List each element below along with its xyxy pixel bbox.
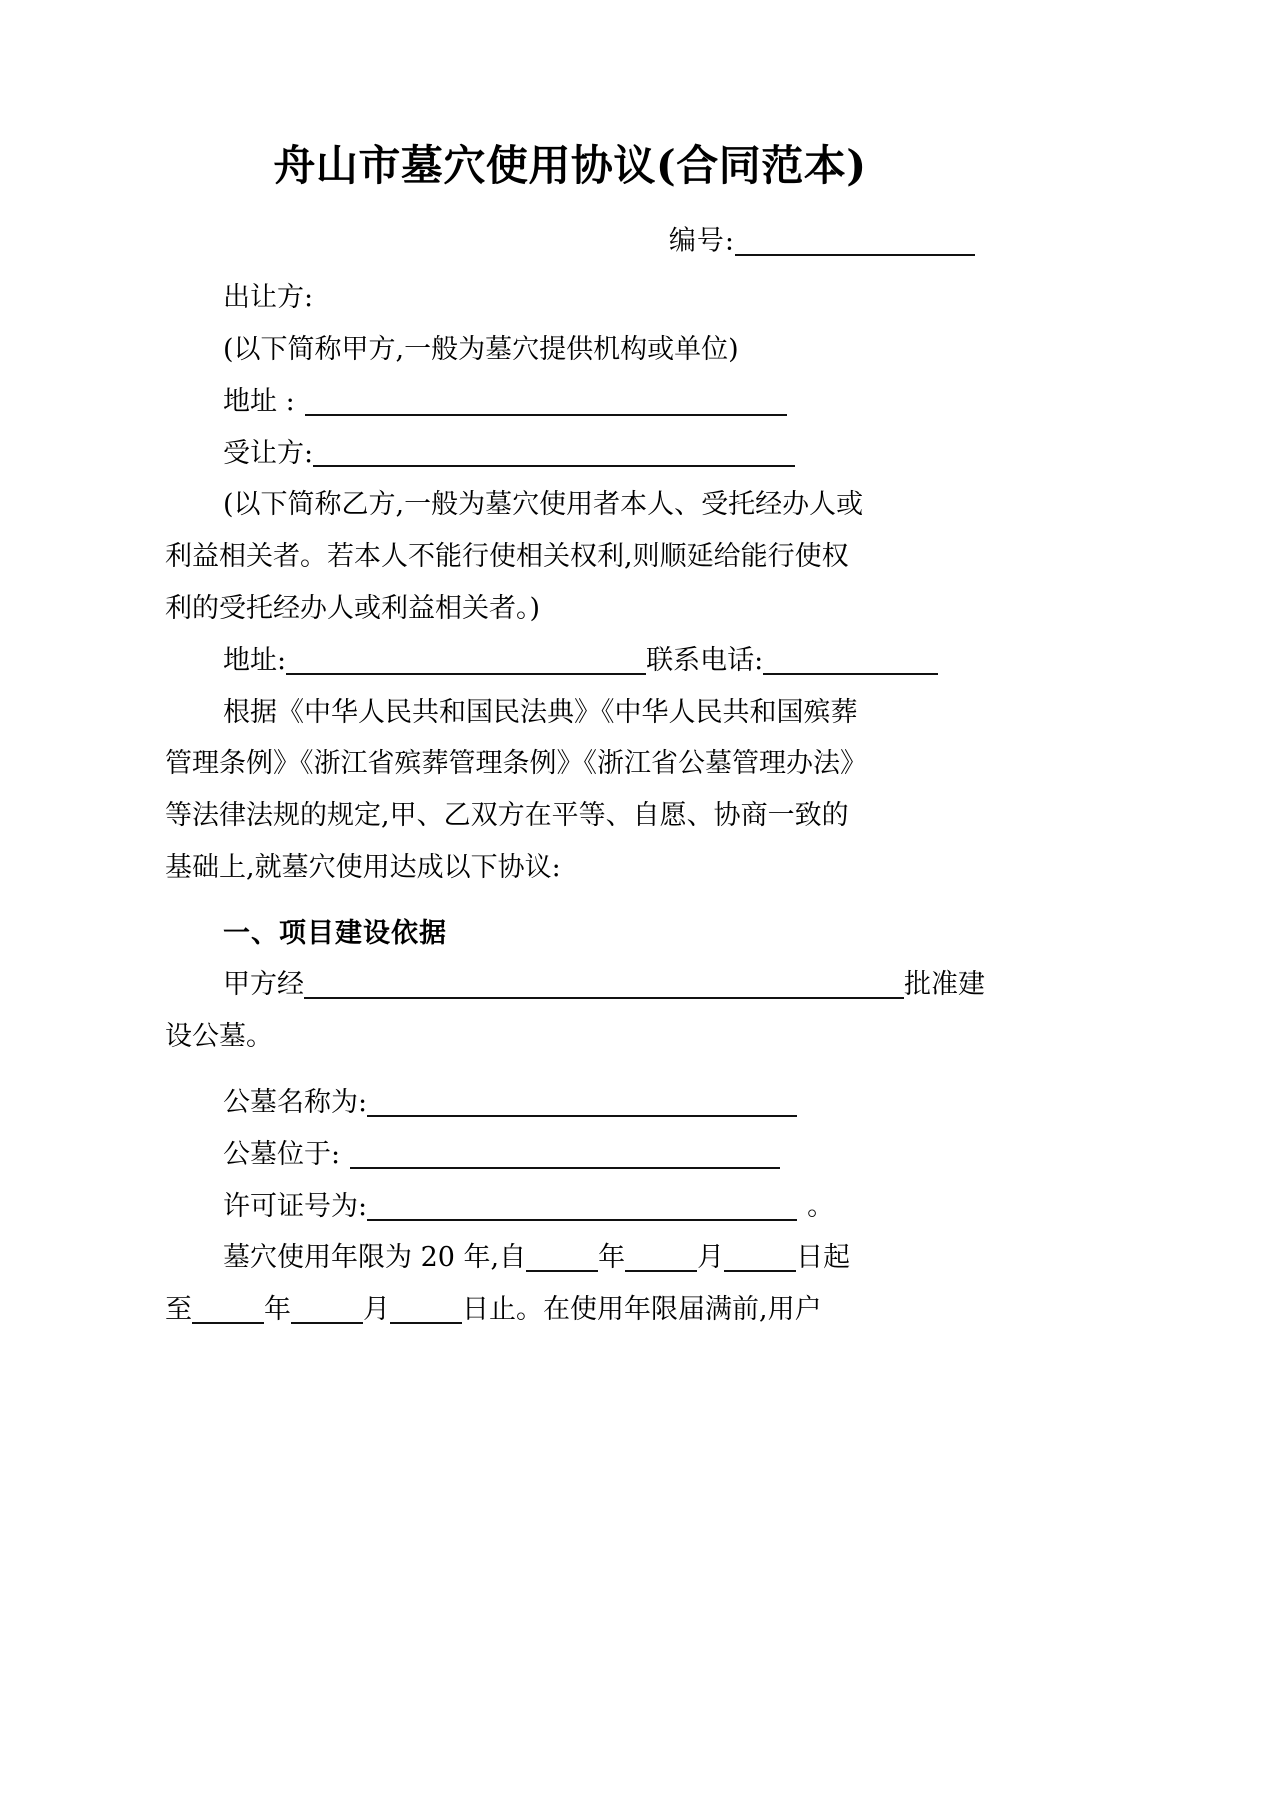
cemetery-location-row — [165, 1129, 975, 1181]
serial-number-blank[interactable] — [735, 225, 975, 255]
transferor-address-row — [165, 376, 975, 428]
preamble-text-3: 等法律法规的规定,甲、乙双方在平等、自愿、协商一致的 — [165, 800, 849, 832]
cemetery-name-row — [165, 1077, 975, 1129]
serial-number-row — [165, 225, 975, 258]
term-end-year-unit: 年 — [264, 1294, 291, 1326]
transferor-row — [165, 272, 975, 324]
preamble-text-4: 基础上,就墓穴使用达成以下协议: — [165, 852, 561, 884]
preamble-line-1 — [165, 687, 975, 739]
term-end-month-unit: 月 — [363, 1294, 390, 1326]
term-row-1 — [165, 1232, 975, 1284]
term-end-year-blank[interactable] — [192, 1294, 264, 1324]
approval-authority-blank[interactable] — [304, 969, 904, 999]
approval-row — [165, 959, 985, 1011]
transferee-note-2: 利益相关者。若本人不能行使相关权利,则顺延给能行使权 — [165, 541, 849, 573]
term-year-unit: 年 — [598, 1242, 626, 1274]
term-prefix: 墓穴使用年限为 20 年,自 — [223, 1242, 527, 1274]
cemetery-name-label: 公墓名称为: — [223, 1086, 368, 1118]
approval-suffix: 批准建 — [904, 969, 985, 1001]
license-number-blank[interactable] — [367, 1190, 797, 1220]
preamble-line-3 — [165, 790, 975, 842]
page-title: 舟山市墓穴使用协议(合同范本) — [273, 141, 867, 190]
section-heading-one: 一、项目建设依据 — [223, 917, 447, 949]
term-month-unit: 月 — [697, 1242, 725, 1274]
cemetery-name-blank[interactable] — [367, 1087, 797, 1117]
transferee-phone-label: 联系电话: — [646, 644, 764, 676]
preamble-text-1: 根据《中华人民共和国民法典》《中华人民共和国殡葬 — [223, 696, 858, 728]
license-number-row — [165, 1181, 975, 1233]
transferee-name-blank[interactable] — [313, 437, 795, 467]
serial-number-label: 编号: — [668, 225, 735, 257]
transferor-note-row — [165, 324, 975, 376]
license-number-label: 许可证号为: — [223, 1190, 368, 1222]
preamble-text-2: 管理条例》《浙江省殡葬管理条例》《浙江省公墓管理办法》 — [165, 748, 867, 780]
document-body — [165, 0, 985, 1336]
approval-prefix: 甲方经 — [223, 969, 304, 1001]
transferee-note-line-2 — [165, 531, 975, 583]
license-period: 。 — [807, 1190, 835, 1222]
transferee-row — [165, 428, 975, 480]
term-day-unit: 日起 — [796, 1242, 851, 1274]
term-end-month-blank[interactable] — [291, 1294, 363, 1324]
term-end-day-blank[interactable] — [390, 1294, 462, 1324]
transferee-phone-blank[interactable] — [763, 644, 938, 674]
transferor-address-blank[interactable] — [305, 385, 787, 415]
term-end-prefix: 至 — [165, 1294, 192, 1326]
term-start-year-blank[interactable] — [526, 1242, 598, 1272]
approval-row-2 — [165, 1011, 975, 1063]
preamble-line-2 — [165, 738, 975, 790]
term-start-day-blank[interactable] — [724, 1242, 796, 1272]
transferee-note-3: 利的受托经办人或利益相关者。) — [165, 593, 541, 624]
transferee-note-line-1 — [165, 479, 975, 531]
transferee-label: 受让方: — [223, 437, 314, 469]
preamble-line-4 — [165, 842, 975, 894]
transferee-contact-row — [165, 635, 975, 687]
approval-line-2: 设公墓。 — [165, 1021, 273, 1053]
term-start-month-blank[interactable] — [625, 1242, 697, 1272]
term-end-day-unit: 日止。在使用年限届满前,用户 — [462, 1294, 822, 1326]
cemetery-location-blank[interactable] — [350, 1138, 780, 1168]
transferor-label: 出让方: — [223, 282, 314, 314]
transferee-address-blank[interactable] — [286, 644, 646, 674]
term-row-2 — [165, 1284, 975, 1336]
transferee-note-1: (以下简称乙方,一般为墓穴使用者本人、受托经办人或 — [223, 489, 864, 521]
cemetery-location-label: 公墓位于: — [223, 1138, 341, 1170]
transferor-note: (以下简称甲方,一般为墓穴提供机构或单位) — [223, 333, 739, 365]
transferor-address-label: 地址 : — [223, 385, 295, 417]
transferee-note-line-3 — [165, 583, 975, 635]
transferee-address-label: 地址: — [223, 644, 287, 676]
